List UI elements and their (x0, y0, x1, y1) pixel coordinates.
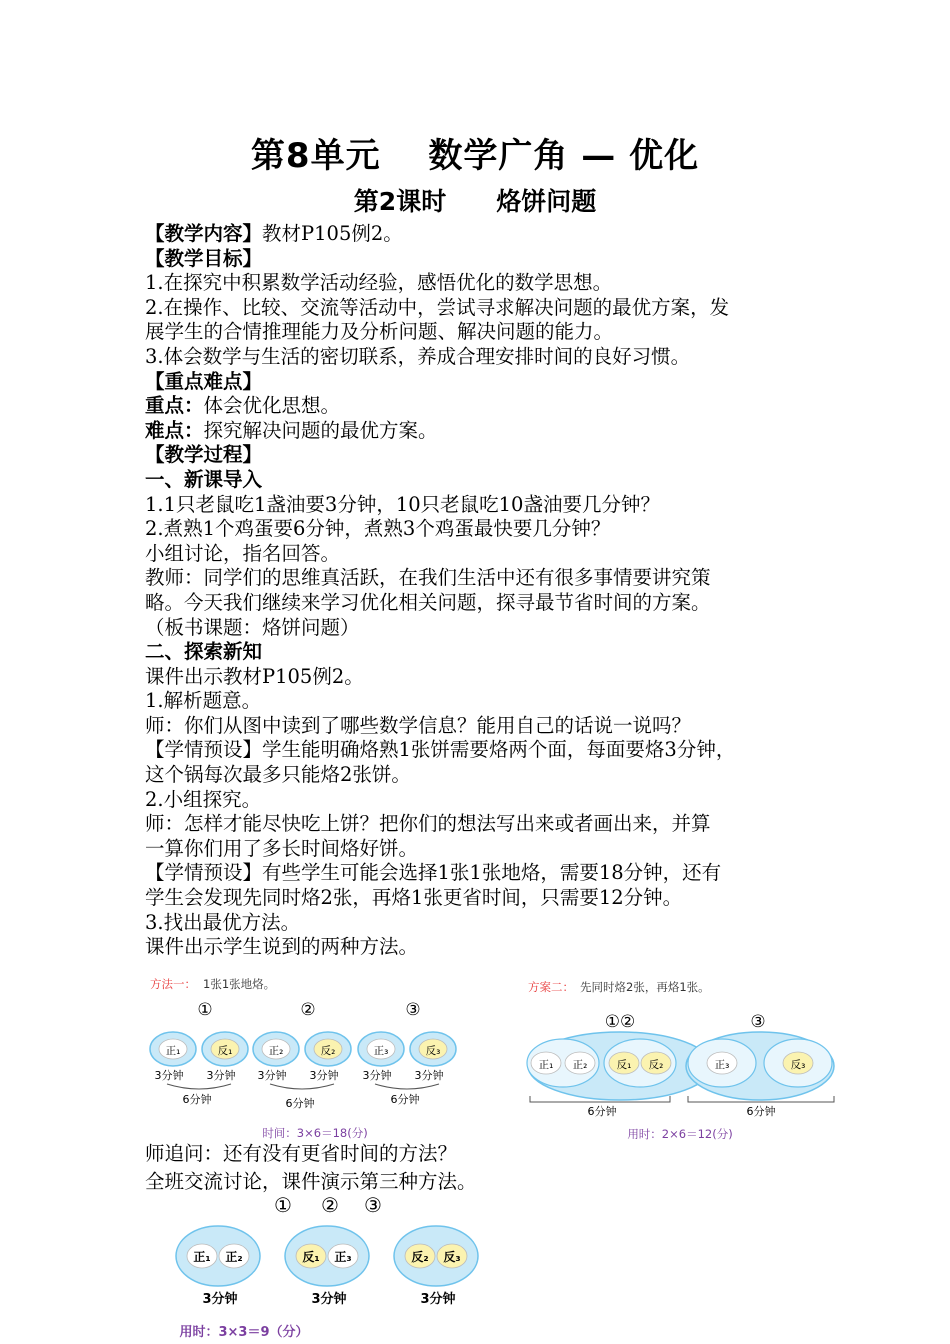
line-text: 小组讨论，指名回答。 (145, 541, 341, 565)
time-label: 3分钟 (414, 1069, 444, 1082)
body-line (145, 222, 835, 247)
line-text: 2.在操作、比较、交流等活动中，尝试寻求解决问题的最优方案，发 (145, 295, 730, 319)
line-heading: 【重点难点】 (145, 369, 263, 393)
pancake-label: 反₁ (616, 1059, 632, 1071)
line-text: 教师：同学们的思维真活跃，在我们生活中还有很多事情要讲究策 (145, 566, 711, 590)
line-text: 展学生的合情推理能力及分析问题、解决问题的能力。 (145, 320, 614, 344)
subtotal-label: 6分钟 (390, 1093, 420, 1106)
subtotal-label: 6分钟 (182, 1093, 212, 1106)
time-label: 3分钟 (309, 1069, 339, 1082)
body-line (145, 247, 835, 272)
body-line (145, 763, 835, 788)
line-text: 【学情预设】学生能明确烙熟1张饼需要烙两个面，每面要烙3分钟， (145, 738, 736, 762)
body-line (145, 886, 835, 911)
subtotal-label: 6分钟 (587, 1105, 617, 1118)
line-text: 【学情预设】有些学生可能会选择1张1张地烙，需要18分钟，还有 (145, 861, 722, 885)
time-label: 3分钟 (257, 1069, 287, 1082)
pancake-label: 反₃ (443, 1250, 461, 1264)
method-two-label: 方案二： (528, 980, 574, 994)
step-number: ③ (405, 1000, 421, 1020)
time-label: 3分钟 (420, 1292, 456, 1307)
method-three-total: 用时：3×3＝9（分） (179, 1325, 309, 1340)
method-two-desc: 先同时烙2张，再烙1张。 (580, 980, 710, 994)
line-heading: 二、探索新知 (145, 640, 263, 664)
brace (167, 1084, 231, 1089)
method-one-desc: 1张1张地烙。 (203, 977, 276, 991)
pancake-label: 正₃ (714, 1059, 730, 1071)
body-line (145, 370, 835, 395)
line-text: 学生会发现先同时烙2张，再烙1张更省时间，只需要12分钟。 (145, 886, 683, 910)
pancake-label: 反₃ (425, 1045, 441, 1057)
body-line (145, 493, 835, 518)
pancake-label: 反₁ (302, 1250, 320, 1264)
pancake-label: 反₂ (411, 1250, 429, 1264)
unit-title: 第8单元 数学广角 — 优化 (250, 136, 700, 176)
line-heading: 难点： (145, 418, 204, 442)
line-heading: 重点： (145, 394, 204, 418)
step-number: ③ (364, 1193, 382, 1217)
step-number: ①② (604, 1012, 636, 1032)
method-one-figure (145, 972, 465, 1142)
method-one-label: 方法一： (150, 977, 196, 991)
class-discussion: 全班交流讨论，课件演示第三种方法。 (145, 1170, 477, 1193)
line-text: 1.在探究中积累数学活动经验，感悟优化的数学思想。 (145, 271, 613, 295)
body-line (145, 788, 835, 813)
pancake-label: 正₁ (165, 1045, 181, 1057)
body-line (145, 345, 835, 370)
body-line (145, 419, 835, 444)
body-line (145, 468, 835, 493)
body-line (145, 935, 835, 960)
line-heading: 【教学目标】 (145, 246, 263, 270)
body-line (145, 911, 835, 936)
body-line (145, 837, 835, 862)
pancake-label: 反₂ (648, 1059, 664, 1071)
line-text: 这个锅每次最多只能烙2张饼。 (145, 763, 411, 787)
line-text: 教材P105例2。 (262, 222, 403, 245)
pancake-label: 正₁ (193, 1250, 211, 1264)
step-number: ③ (750, 1012, 766, 1032)
follow-up-question: 师追问：还有没有更省时间的方法？ (145, 1142, 458, 1165)
pancake-label: 正₃ (373, 1045, 389, 1057)
time-label: 3分钟 (311, 1292, 347, 1307)
step-number: ① (274, 1193, 292, 1217)
brace (270, 1084, 334, 1089)
pancake-label: 正₃ (334, 1250, 352, 1264)
pancake-label: 反₂ (320, 1045, 336, 1057)
line-heading: 【教学内容】 (145, 222, 263, 245)
body-line (145, 566, 835, 591)
body-line (145, 394, 835, 419)
brace (375, 1084, 439, 1089)
lesson-title: 第2课时 烙饼问题 (353, 187, 597, 216)
pancake-label: 正₂ (268, 1045, 284, 1057)
line-text: 1.1只老鼠吃1盏油要3分钟，10只老鼠吃10盏油要几分钟？ (145, 492, 660, 516)
pancake-label: 正₂ (225, 1250, 243, 1264)
body-line (145, 714, 835, 739)
body-line (145, 591, 835, 616)
step-number: ② (321, 1193, 339, 1217)
line-text: 3.体会数学与生活的密切联系，养成合理安排时间的良好习惯。 (145, 344, 691, 368)
body-line (145, 542, 835, 567)
body-line (145, 296, 835, 321)
body-line (145, 640, 835, 665)
line-text: 一算你们用了多长时间烙好饼。 (145, 836, 419, 860)
pancake-label: 正₂ (572, 1059, 588, 1071)
body-line (145, 738, 835, 763)
line-text: 2.煮熟1个鸡蛋要6分钟，煮熟3个鸡蛋最快要几分钟？ (145, 517, 611, 541)
line-text: （板书课题：烙饼问题） (145, 615, 360, 639)
body-line (145, 443, 835, 468)
subtotal-label: 6分钟 (285, 1097, 315, 1110)
body-line (145, 517, 835, 542)
line-text: 师：怎样才能尽快吃上饼？把你们的想法写出来或者画出来，并算 (145, 812, 711, 836)
time-label: 3分钟 (362, 1069, 392, 1082)
lesson-body (145, 222, 835, 960)
line-text: 探究解决问题的最优方案。 (203, 418, 438, 442)
time-label: 3分钟 (202, 1292, 238, 1307)
pancake-label: 正₁ (538, 1059, 554, 1071)
subtotal-label: 6分钟 (746, 1105, 776, 1118)
line-text: 1.解析题意。 (145, 689, 262, 713)
method-two-total: 用时：2×6＝12(分) (627, 1127, 733, 1141)
method-one-total: 时间：3×6＝18(分) (262, 1126, 368, 1140)
line-text: 课件出示教材P105例2。 (145, 664, 364, 688)
line-text: 课件出示学生说到的两种方法。 (145, 935, 419, 959)
pancake-label: 反₃ (790, 1059, 806, 1071)
line-text: 略。今天我们继续来学习优化相关问题，探寻最节省时间的方案。 (145, 590, 711, 614)
method-two-figure (522, 972, 842, 1147)
line-text: 2.小组探究。 (145, 787, 262, 811)
time-label: 3分钟 (154, 1069, 184, 1082)
method-three-figure (170, 1190, 500, 1342)
body-line (145, 861, 835, 886)
line-heading: 一、新课导入 (145, 467, 263, 491)
body-line (145, 616, 835, 641)
line-text: 师：你们从图中读到了哪些数学信息？能用自己的话说一说吗？ (145, 713, 692, 737)
time-label: 3分钟 (206, 1069, 236, 1082)
body-line (145, 665, 835, 690)
line-text: 体会优化思想。 (203, 394, 341, 418)
body-line (145, 812, 835, 837)
body-line (145, 271, 835, 296)
line-heading: 【教学过程】 (145, 443, 263, 467)
body-line (145, 689, 835, 714)
step-number: ② (300, 1000, 316, 1020)
pancake-label: 反₁ (217, 1045, 233, 1057)
line-text: 3.找出最优方法。 (145, 910, 301, 934)
body-line (145, 320, 835, 345)
step-number: ① (197, 1000, 213, 1020)
